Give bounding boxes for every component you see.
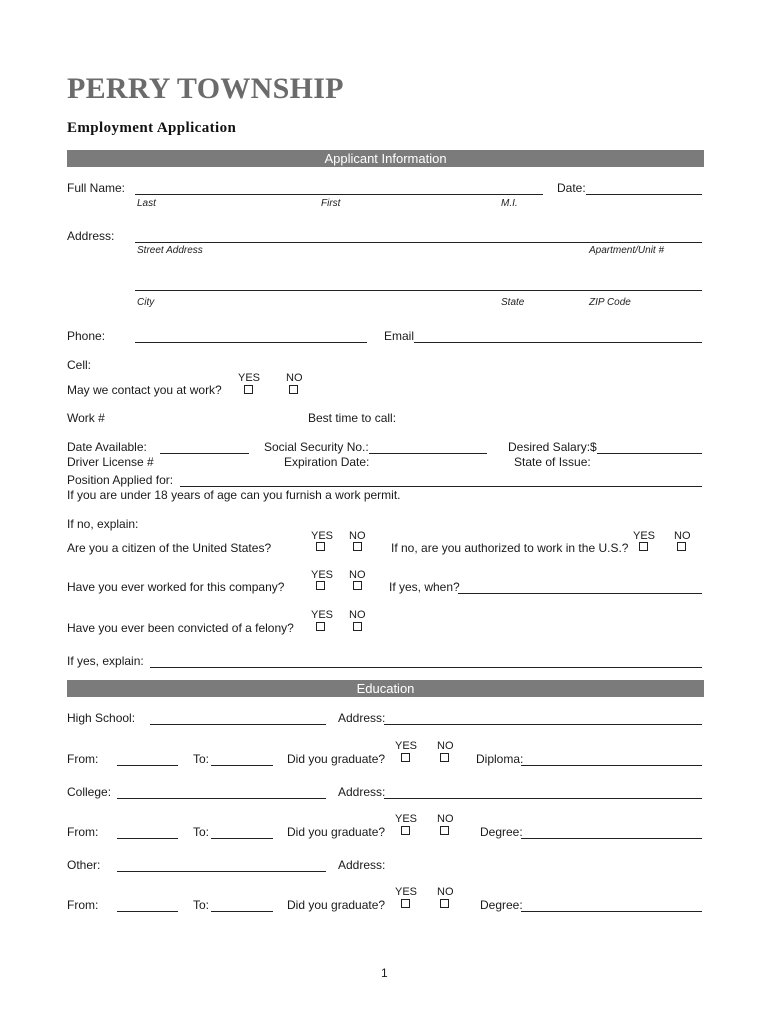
full-name-label: Full Name:: [67, 181, 126, 195]
citizen-question: Are you a citizen of the United States?: [67, 541, 272, 555]
date-available-label: Date Available:: [67, 440, 147, 454]
diploma-label: Diploma:: [476, 752, 524, 766]
high-school-label: High School:: [67, 711, 136, 725]
other-from-field[interactable]: [117, 898, 178, 912]
other-address-label: Address:: [338, 858, 386, 872]
hs-from-label: From:: [67, 752, 99, 766]
if-yes-when-field[interactable]: [458, 580, 702, 594]
street-address-field[interactable]: [135, 229, 702, 243]
position-label: Position Applied for:: [67, 473, 174, 487]
page-number: 1: [381, 966, 388, 980]
college-graduate-yes-checkbox[interactable]: [401, 826, 410, 835]
contact-no-checkbox[interactable]: [289, 385, 298, 394]
ssn-label: Social Security No.:: [264, 440, 369, 454]
section-header-education: Education: [67, 680, 704, 697]
city-state-zip-field[interactable]: [135, 277, 702, 291]
contact-no-label: NO: [286, 372, 303, 384]
college-from-label: From:: [67, 825, 99, 839]
high-school-address-field[interactable]: [384, 711, 702, 725]
zip-caption: ZIP Code: [589, 297, 631, 308]
work-permit-question: If you are under 18 years of age can you furnish a work permit.: [67, 488, 401, 502]
high-school-field[interactable]: [150, 711, 326, 725]
contact-at-work-label: May we contact you at work?: [67, 383, 222, 397]
work-number-label: Work #: [67, 411, 105, 425]
form-subtitle: Employment Application: [67, 120, 237, 136]
diploma-field[interactable]: [521, 752, 702, 766]
cell-label: Cell:: [67, 358, 92, 372]
college-to-field[interactable]: [211, 825, 273, 839]
worked-before-question: Have you ever worked for this company?: [67, 580, 285, 594]
authorized-question: If no, are you authorized to work in the U.S.?: [391, 541, 629, 555]
other-graduate-no-checkbox[interactable]: [440, 899, 449, 908]
phone-field[interactable]: [135, 329, 367, 343]
felony-no-label: NO: [349, 609, 366, 621]
worked-no-checkbox[interactable]: [353, 581, 362, 590]
college-graduate-no-label: NO: [437, 813, 454, 825]
ssn-field[interactable]: [369, 440, 487, 454]
authorized-no-checkbox[interactable]: [677, 542, 686, 551]
state-caption: State: [501, 297, 525, 308]
felony-explain-field[interactable]: [150, 654, 702, 668]
worked-yes-label: YES: [311, 569, 334, 581]
hs-to-label: To:: [193, 752, 210, 766]
other-field[interactable]: [117, 858, 326, 872]
hs-to-field[interactable]: [211, 752, 273, 766]
college-graduate-label: Did you graduate?: [287, 825, 386, 839]
other-label: Other:: [67, 858, 101, 872]
other-from-label: From:: [67, 898, 99, 912]
college-address-label: Address:: [338, 785, 386, 799]
hs-from-field[interactable]: [117, 752, 178, 766]
driver-license-label: Driver License #: [67, 455, 154, 469]
date-field[interactable]: [586, 181, 702, 195]
if-yes-when-label: If yes, when?: [389, 580, 460, 594]
phone-label: Phone:: [67, 329, 106, 343]
authorized-yes-checkbox[interactable]: [639, 542, 648, 551]
authorized-yes-label: YES: [633, 530, 656, 542]
worked-no-label: NO: [349, 569, 366, 581]
date-label: Date:: [557, 181, 586, 195]
street-address-caption: Street Address: [137, 245, 203, 256]
high-school-address-label: Address:: [338, 711, 386, 725]
hs-graduate-yes-label: YES: [395, 740, 418, 752]
college-address-field[interactable]: [384, 785, 702, 799]
other-degree-field[interactable]: [521, 898, 702, 912]
felony-no-checkbox[interactable]: [353, 622, 362, 631]
authorized-no-label: NO: [674, 530, 691, 542]
other-graduate-no-label: NO: [437, 886, 454, 898]
expiration-date-label: Expiration Date:: [284, 455, 370, 469]
college-degree-field[interactable]: [521, 825, 702, 839]
position-field[interactable]: [180, 473, 702, 487]
college-from-field[interactable]: [117, 825, 178, 839]
apartment-caption: Apartment/Unit #: [589, 245, 665, 256]
email-label: Email: [384, 329, 415, 343]
section-header-applicant: Applicant Information: [67, 150, 704, 167]
other-graduate-yes-checkbox[interactable]: [401, 899, 410, 908]
college-graduate-no-checkbox[interactable]: [440, 826, 449, 835]
college-graduate-yes-label: YES: [395, 813, 418, 825]
hs-graduate-no-checkbox[interactable]: [440, 753, 449, 762]
state-of-issue-label: State of Issue:: [514, 455, 591, 469]
college-to-label: To:: [193, 825, 210, 839]
hs-graduate-yes-checkbox[interactable]: [401, 753, 410, 762]
citizen-no-checkbox[interactable]: [353, 542, 362, 551]
contact-yes-checkbox[interactable]: [244, 385, 253, 394]
college-label: College:: [67, 785, 112, 799]
hs-graduate-label: Did you graduate?: [287, 752, 386, 766]
best-time-label: Best time to call:: [308, 411, 397, 425]
other-to-label: To:: [193, 898, 210, 912]
felony-yes-label: YES: [311, 609, 334, 621]
felony-explain-label: If yes, explain:: [67, 654, 144, 668]
email-field[interactable]: [414, 329, 702, 343]
contact-yes-label: YES: [238, 372, 261, 384]
citizen-yes-label: YES: [311, 530, 334, 542]
citizen-no-label: NO: [349, 530, 366, 542]
first-name-caption: First: [321, 198, 341, 209]
worked-yes-checkbox[interactable]: [316, 581, 325, 590]
address-label: Address:: [67, 229, 115, 243]
work-permit-explain-label: If no, explain:: [67, 517, 139, 531]
college-degree-label: Degree:: [480, 825, 523, 839]
mi-caption: M.I.: [501, 198, 518, 209]
felony-yes-checkbox[interactable]: [316, 622, 325, 631]
other-graduate-label: Did you graduate?: [287, 898, 386, 912]
citizen-yes-checkbox[interactable]: [316, 542, 325, 551]
date-available-field[interactable]: [160, 440, 249, 454]
desired-salary-label: Desired Salary:$: [508, 440, 597, 454]
last-name-caption: Last: [137, 198, 156, 209]
other-degree-label: Degree:: [480, 898, 523, 912]
college-field[interactable]: [117, 785, 326, 799]
other-graduate-yes-label: YES: [395, 886, 418, 898]
desired-salary-field[interactable]: [597, 440, 702, 454]
full-name-field[interactable]: [135, 181, 543, 195]
other-to-field[interactable]: [211, 898, 273, 912]
felony-question: Have you ever been convicted of a felony?: [67, 621, 294, 635]
page-title: PERRY TOWNSHIP: [67, 72, 344, 105]
hs-graduate-no-label: NO: [437, 740, 454, 752]
city-caption: City: [137, 297, 155, 308]
